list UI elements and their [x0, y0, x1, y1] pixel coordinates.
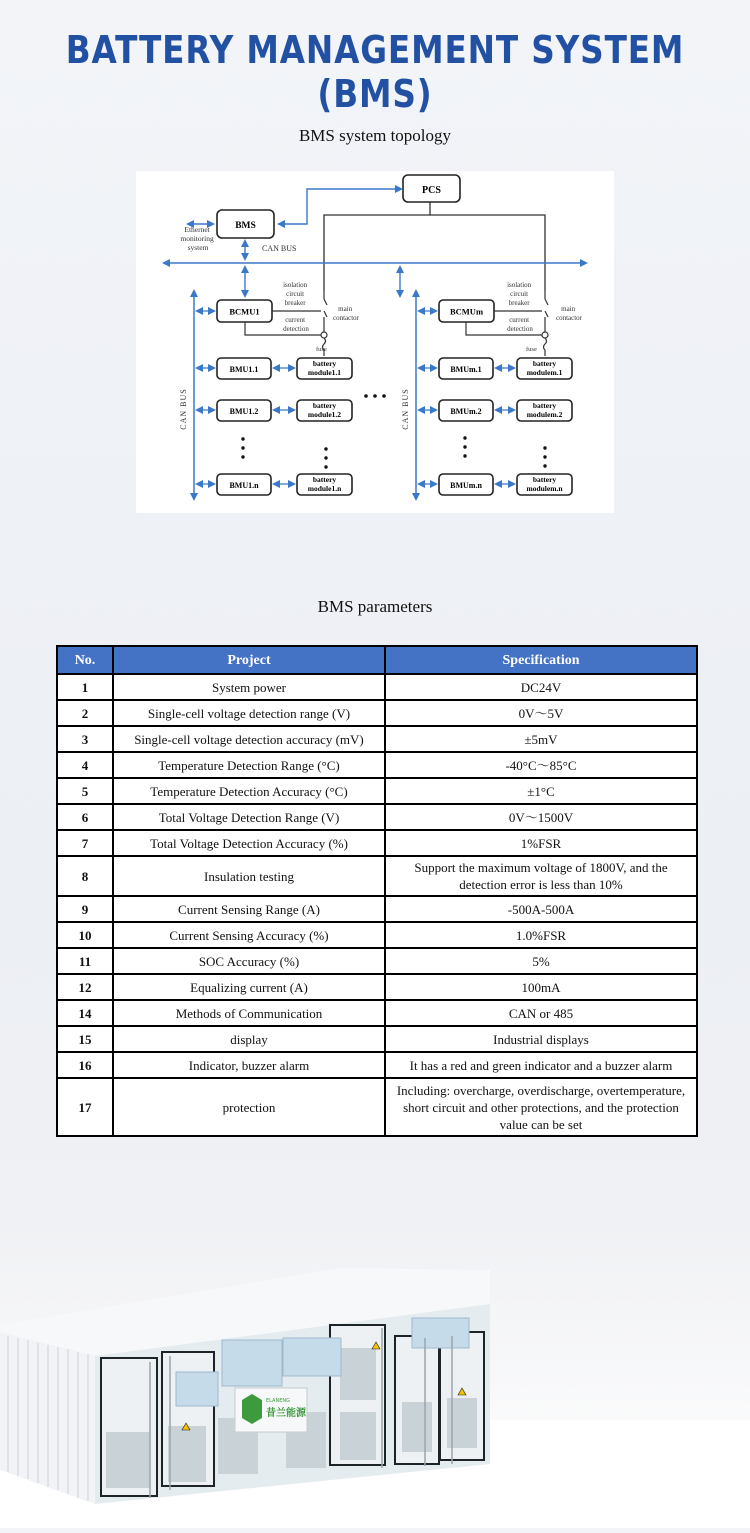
table-row: 9 Current Sensing Range (A) -500A-500A [57, 896, 697, 922]
table-row: 11 SOC Accuracy (%) 5% [57, 948, 697, 974]
svg-text:CAN BUS: CAN BUS [401, 388, 410, 430]
bms-node [217, 210, 274, 238]
svg-text:BCMU1: BCMU1 [229, 306, 260, 317]
svg-text:BMUm.1: BMUm.1 [450, 365, 482, 374]
svg-text:BMUm.2: BMUm.2 [450, 407, 482, 416]
svg-text:batterymodule1.n: battery module1.n [307, 475, 342, 493]
bmu-row [197, 358, 352, 379]
table-row: 5 Temperature Detection Accuracy (°C) ±1°C [57, 778, 697, 804]
can-bus-label: CAN BUS [262, 244, 297, 253]
svg-text:BMU1.n: BMU1.n [229, 481, 259, 490]
cluster-m [401, 281, 583, 499]
table-row: 2 Single-cell voltage detection range (V) 0V～5V [57, 700, 697, 726]
svg-text:batterymodule1.1: battery module1.1 [307, 359, 342, 377]
svg-text:昔兰能源: 昔兰能源 [266, 1408, 306, 1419]
table-row: 7 Total Voltage Detection Accuracy (%) 1%FSR [57, 830, 697, 856]
table-row: 4 Temperature Detection Range (°C) -40°C～85°C [57, 752, 697, 778]
bmu-row [419, 400, 572, 421]
table-row: 1 System power DC24V [57, 674, 697, 700]
cluster-1 [179, 281, 360, 499]
table-row: 8 Insulation testing Support the maximum voltage of 1800V, and the detection error is less than 10% [57, 856, 697, 896]
svg-text:batterymodulem.n: battery modulem.n [526, 475, 563, 493]
svg-text:BMU1.2: BMU1.2 [229, 407, 259, 416]
ethernet-label: Ethernet monitoring system [180, 225, 214, 252]
container-photo [0, 1240, 750, 1528]
table-row: 10 Current Sensing Accuracy (%) 1.0%FSR [57, 922, 697, 948]
svg-text:batterymodulem.1: battery modulem.1 [526, 359, 563, 377]
table-row: 12 Equalizing current (A) 100mA [57, 974, 697, 1000]
svg-text:isolation circuit: isolation circuit breaker current detection [507, 281, 533, 333]
svg-text:fuse: fuse [526, 346, 537, 353]
svg-text:CAN BUS: CAN BUS [179, 388, 188, 430]
svg-text:PCS: PCS [422, 185, 441, 196]
svg-text:main contactor: main contactor [332, 305, 360, 322]
bmu-row [197, 400, 352, 421]
column-header-specification: Specification [385, 646, 697, 674]
bmu-row [197, 474, 352, 495]
svg-text:fuse: fuse [316, 346, 327, 353]
table-row: 14 Methods of Communication CAN or 485 [57, 1000, 697, 1026]
svg-text:BMS: BMS [235, 221, 256, 231]
table-row: 6 Total Voltage Detection Range (V) 0V～1500V [57, 804, 697, 830]
svg-text:batterymodule1.2: battery module1.2 [307, 401, 342, 419]
svg-text:ELANENG: ELANENG [266, 1398, 290, 1404]
bmu-row [419, 474, 572, 495]
parameters-caption: BMS parameters [317, 597, 433, 616]
table-header-row [57, 646, 697, 674]
logo-icon [242, 1394, 262, 1424]
svg-text:BCMUm: BCMUm [449, 306, 484, 317]
bmu-row [419, 358, 572, 379]
pcs-bms-link [279, 189, 401, 224]
page-title: BATTERY MANAGEMENT SYSTEM (BMS) [65, 28, 685, 116]
svg-text:isolation circuit: isolation circuit breaker current detection [283, 281, 309, 333]
parameters-table [56, 645, 698, 1137]
svg-text:BMUm.n: BMUm.n [450, 481, 482, 490]
column-header-project: Project [113, 646, 385, 674]
table-row: 3 Single-cell voltage detection accuracy (mV) ±5mV [57, 726, 697, 752]
column-header-no: No. [57, 646, 113, 674]
bms-topology-diagram [136, 171, 614, 513]
topology-caption: BMS system topology [298, 126, 452, 145]
svg-text:batterymodulem.2: battery modulem.2 [526, 401, 563, 419]
table-row: 16 Indicator, buzzer alarm It has a red and green indicator and a buzzer alarm [57, 1052, 697, 1078]
table-row: 17 protection Including: overcharge, overdischarge, overtemperature, short circuit and other protections, and the protection value can be set [57, 1078, 697, 1136]
table-row: 15 display Industrial displays [57, 1026, 697, 1052]
svg-text:BMU1.1: BMU1.1 [229, 365, 259, 374]
svg-text:main contactor: main contactor [555, 305, 583, 322]
pcs-node [403, 175, 460, 202]
